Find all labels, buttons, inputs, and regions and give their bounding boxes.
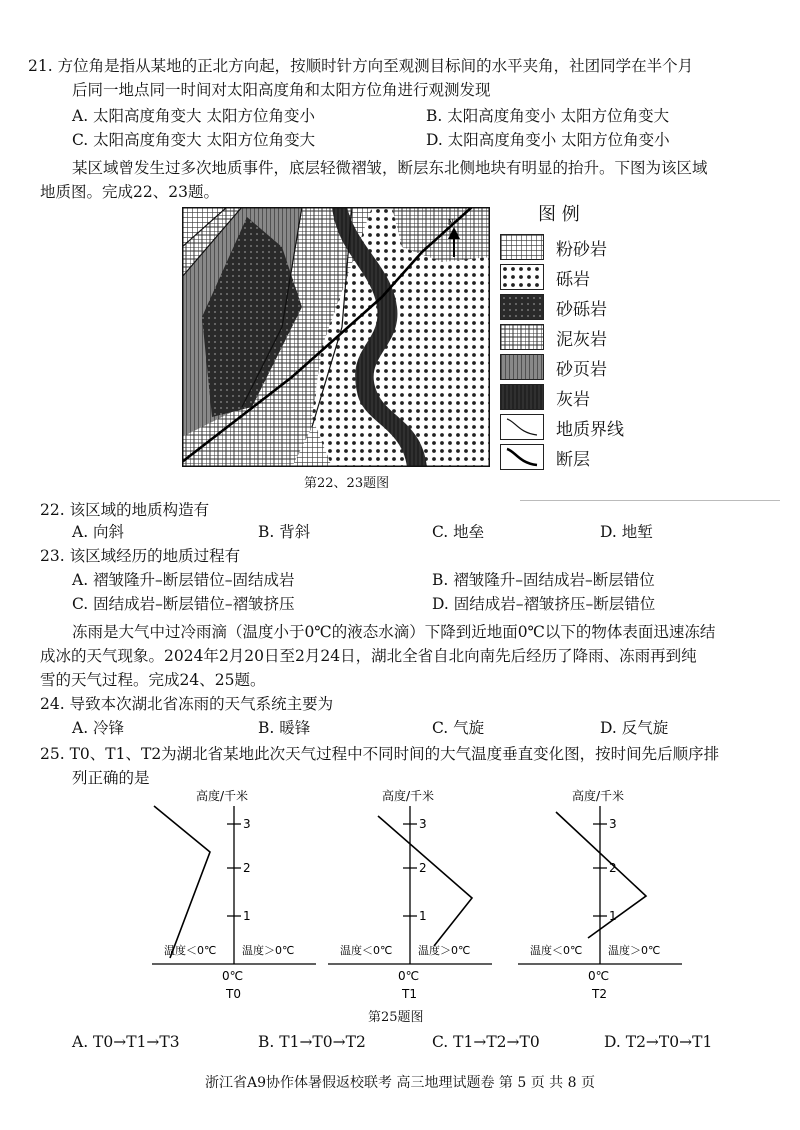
q24-option-c: C. 气旋 xyxy=(432,719,485,737)
t0-zero-label: 0℃ xyxy=(222,969,244,983)
t0-axis-title: 高度/千米 xyxy=(196,789,249,803)
t1-axis-title: 高度/千米 xyxy=(382,789,435,803)
legend-item-limestone xyxy=(500,383,590,411)
t2-axis-title: 高度/千米 xyxy=(572,789,625,803)
q22-stem: 22. 该区域的地质构造有 xyxy=(40,501,210,519)
legend-item-silt xyxy=(500,233,607,261)
t1-tick-3: 3 xyxy=(419,817,427,831)
shale-swatch-icon xyxy=(500,354,544,380)
geologic-map xyxy=(182,207,490,467)
t2-zero-label: 0℃ xyxy=(588,969,610,983)
legend-item-fault xyxy=(500,443,590,471)
q24-option-d: D. 反气旋 xyxy=(600,719,669,737)
q22-option-c: C. 地垒 xyxy=(432,523,485,541)
t0-left-label: 温度＜0℃ xyxy=(164,944,217,957)
legend-label-boundary: 地质界线 xyxy=(556,419,624,440)
q21-stem-line1: 21. 方位角是指从某地的正北方向起，按顺时针方向至观测目标间的水平夹角，社团同学在半个月 xyxy=(28,57,694,75)
profile-diagram-t1 xyxy=(322,786,502,1006)
q23-option-b: B. 褶皱隆升–固结成岩–断层错位 xyxy=(432,571,655,589)
q24-option-b: B. 暖锋 xyxy=(258,719,311,737)
divider xyxy=(520,500,780,501)
q24-option-a: A. 冷锋 xyxy=(72,719,125,737)
fault-line-icon xyxy=(500,444,544,470)
boundary-line-icon xyxy=(500,414,544,440)
profile-diagram-t2 xyxy=(512,786,692,1006)
legend-title: 图 例 xyxy=(538,204,580,225)
t2-tick-3: 3 xyxy=(609,817,617,831)
intro-22-line1: 某区域曾发生过多次地质事件，底层轻微褶皱，断层东北侧地块有明显的抬升。下图为该区域 xyxy=(72,159,708,177)
t2-temperature-curve xyxy=(556,812,646,938)
t2-left-label: 温度＜0℃ xyxy=(530,944,583,957)
t1-tick-2: 2 xyxy=(419,861,427,875)
q22-option-b: B. 背斜 xyxy=(258,523,311,541)
marl-swatch-icon xyxy=(500,324,544,350)
q21-stem-line2: 后同一地点同一时间对太阳高度角和太阳方位角进行观测发现 xyxy=(72,81,491,99)
t1-temperature-curve xyxy=(378,816,472,946)
legend-item-conglomerate xyxy=(500,263,590,291)
t0-right-label: 温度＞0℃ xyxy=(242,944,295,957)
q25-option-d: D. T2→T0→T1 xyxy=(604,1033,713,1051)
t1-label: T1 xyxy=(402,987,417,1001)
profile-caption: 第25题图 xyxy=(368,1010,424,1025)
profile-diagram-t0 xyxy=(146,786,326,1006)
t0-tick-2: 2 xyxy=(243,861,251,875)
t2-tick-1: 1 xyxy=(609,909,617,923)
q25-stem-line2: 列正确的是 xyxy=(72,769,150,787)
q25-option-c: C. T1→T2→T0 xyxy=(432,1033,540,1051)
legend-label-limestone: 灰岩 xyxy=(556,389,590,410)
t0-tick-1: 1 xyxy=(243,909,251,923)
legend-item-marl xyxy=(500,323,607,351)
q25-option-b: B. T1→T0→T2 xyxy=(258,1033,366,1051)
q25-stem-line1: 25. T0、T1、T2为湖北省某地此次天气过程中不同时间的大气温度垂直变化图，按时间先后顺序排 xyxy=(40,745,720,763)
q21-option-b: B. 太阳高度角变小 太阳方位角变大 xyxy=(426,107,670,125)
intro-24-line2: 成冰的天气现象。2024年2月20日至2月24日，湖北全省自北向南先后经历了降雨、冻雨再到纯 xyxy=(40,647,697,665)
legend-item-shale xyxy=(500,353,607,381)
intro-22-line2: 地质图。完成22、23题。 xyxy=(40,183,219,201)
q24-stem: 24. 导致本次湖北省冻雨的天气系统主要为 xyxy=(40,695,334,713)
t1-tick-1: 1 xyxy=(419,909,427,923)
sandy-conglomerate-swatch-icon xyxy=(500,294,544,320)
intro-24-line3: 雪的天气过程。完成24、25题。 xyxy=(40,671,266,689)
legend-label-marl: 泥灰岩 xyxy=(556,329,607,350)
q23-stem: 23. 该区域经历的地质过程有 xyxy=(40,547,241,565)
q25-option-a: A. T0→T1→T3 xyxy=(72,1033,180,1051)
t2-right-label: 温度＞0℃ xyxy=(608,944,661,957)
q23-option-d: D. 固结成岩–褶皱挤压–断层错位 xyxy=(432,595,656,613)
q22-option-a: A. 向斜 xyxy=(72,523,125,541)
q23-option-a: A. 褶皱隆升–断层错位–固结成岩 xyxy=(72,571,295,589)
q21-option-c: C. 太阳高度角变大 太阳方位角变大 xyxy=(72,131,316,149)
intro-24-line1: 冻雨是大气中过冷雨滴（温度小于0℃的液态水滴）下降到近地面0℃以下的物体表面迅速冻结 xyxy=(72,623,716,641)
legend-label-silt: 粉砂岩 xyxy=(556,239,607,260)
t0-temperature-curve xyxy=(154,806,210,958)
q22-option-d: D. 地堑 xyxy=(600,523,653,541)
page-footer: 浙江省A9协作体暑假返校联考 高三地理试题卷 第 5 页 共 8 页 xyxy=(205,1075,595,1091)
silt-swatch-icon xyxy=(500,234,544,260)
t0-tick-3: 3 xyxy=(243,817,251,831)
q23-option-c: C. 固结成岩–断层错位–褶皱挤压 xyxy=(72,595,295,613)
legend-label-fault: 断层 xyxy=(556,449,590,470)
q21-option-d: D. 太阳高度角变小 太阳方位角变小 xyxy=(426,131,670,149)
conglomerate-swatch-icon xyxy=(500,264,544,290)
t1-zero-label: 0℃ xyxy=(398,969,420,983)
legend-item-sandy-conglomerate xyxy=(500,293,607,321)
t1-left-label: 温度＜0℃ xyxy=(340,944,393,957)
legend-item-boundary xyxy=(500,413,624,441)
t2-label: T2 xyxy=(592,987,607,1001)
t1-right-label: 温度＞0℃ xyxy=(418,944,471,957)
north-label: N xyxy=(448,218,454,227)
limestone-swatch-icon xyxy=(500,384,544,410)
map-caption: 第22、23题图 xyxy=(304,476,390,491)
t2-tick-2: 2 xyxy=(609,861,617,875)
legend-label-shale: 砂页岩 xyxy=(556,359,607,380)
q21-option-a: A. 太阳高度角变大 太阳方位角变小 xyxy=(72,107,315,125)
t0-label: T0 xyxy=(226,987,241,1001)
legend-label-sandy-conglomerate: 砂砾岩 xyxy=(556,299,607,320)
legend-label-conglomerate: 砾岩 xyxy=(556,269,590,290)
